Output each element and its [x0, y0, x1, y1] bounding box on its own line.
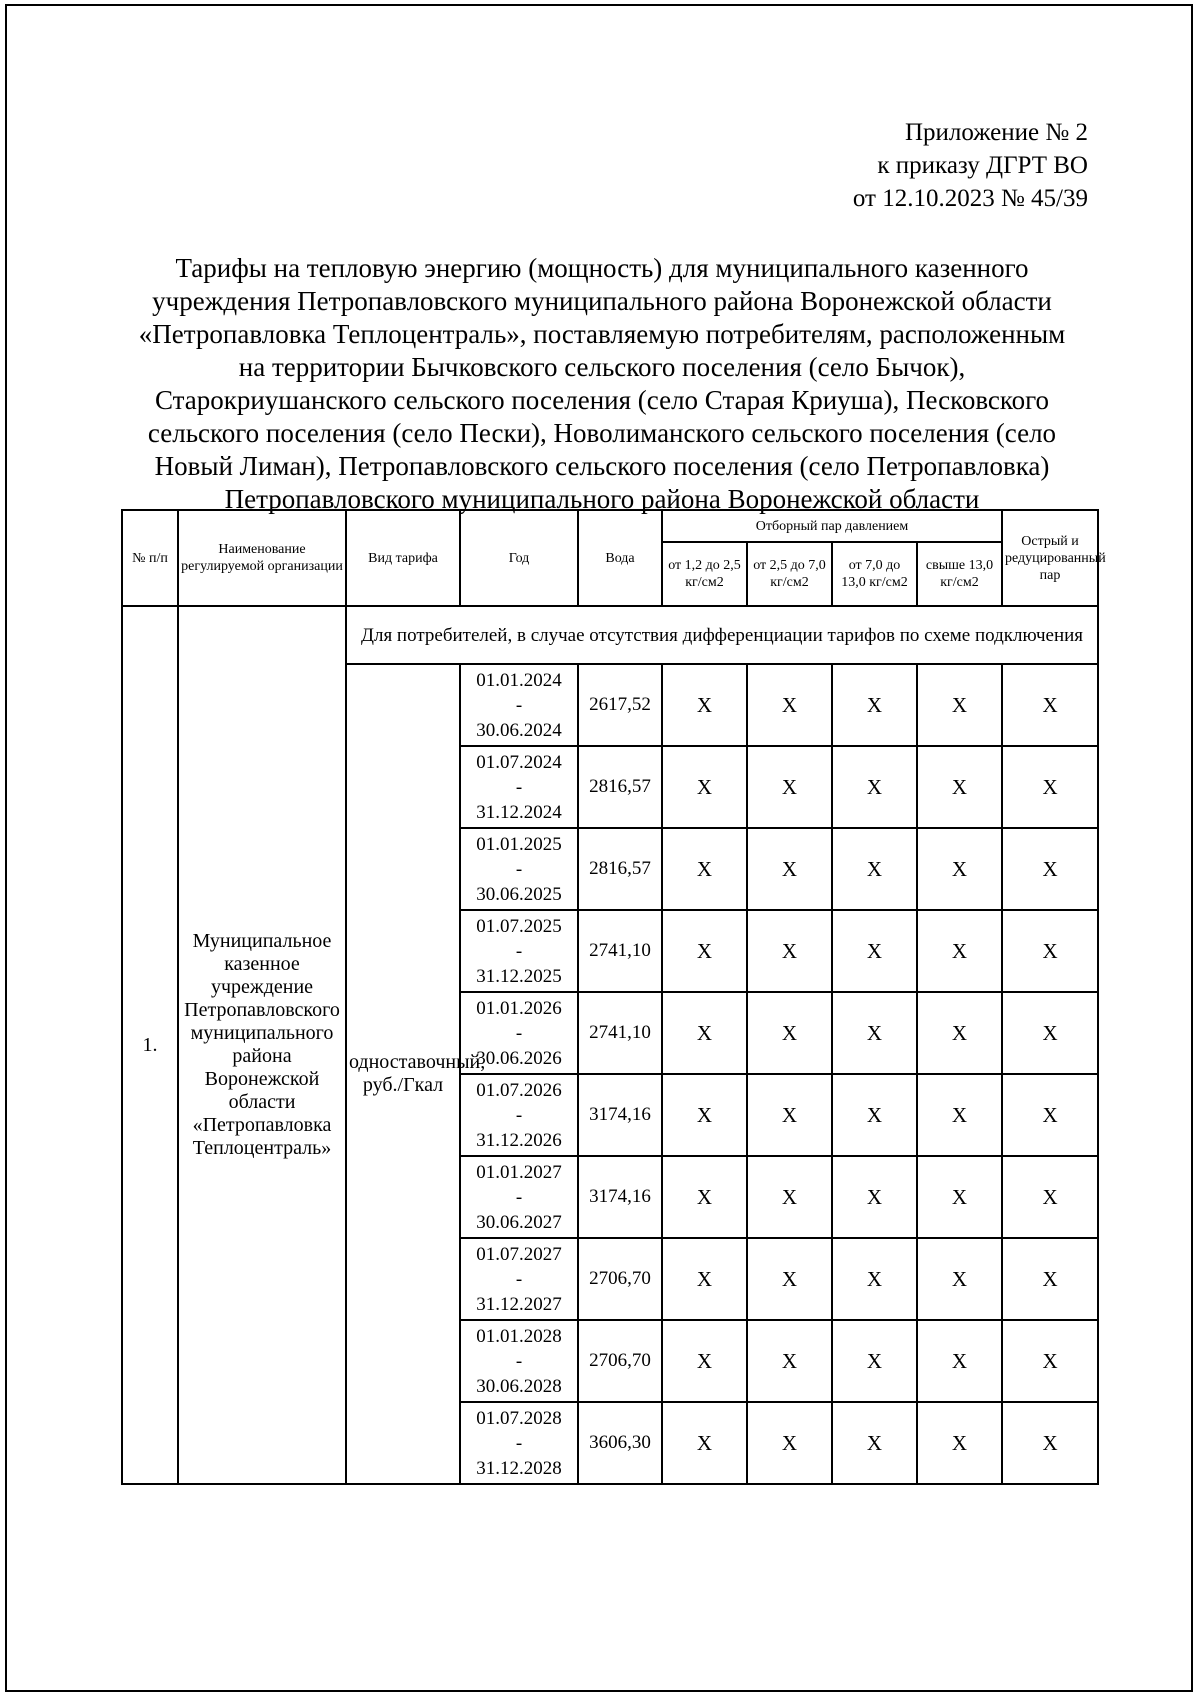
- steam-4-value: X: [917, 746, 1002, 828]
- steam-3-value: X: [832, 664, 917, 746]
- period-to: 30.06.2025: [476, 883, 562, 905]
- water-value: 2706,70: [578, 1238, 662, 1320]
- period-to: 31.12.2027: [476, 1293, 562, 1315]
- steam-1-value: X: [662, 828, 747, 910]
- appendix-order-date: от 12.10.2023 № 45/39: [852, 185, 1088, 212]
- period-from: 01.01.2024: [476, 669, 562, 691]
- period-cell: [460, 1320, 578, 1402]
- title-line: Петропавловского муниципального района Воронежской области: [224, 484, 980, 514]
- water-value: 3174,16: [578, 1074, 662, 1156]
- steam-2-value: X: [747, 1156, 832, 1238]
- water-value: 2816,57: [578, 746, 662, 828]
- period-to: 31.12.2026: [476, 1129, 562, 1151]
- steam-1-value: X: [662, 992, 747, 1074]
- steam-1-value: X: [662, 1156, 747, 1238]
- period-dash: -: [515, 694, 523, 716]
- steam-2-value: X: [747, 1238, 832, 1320]
- period-to: 30.06.2024: [476, 719, 562, 741]
- water-value: 2617,52: [578, 664, 662, 746]
- steam-3-value: X: [832, 746, 917, 828]
- header-steam-3: от 7,0 до 13,0 кг/см2: [832, 542, 917, 606]
- period-dash: -: [515, 940, 523, 962]
- steam-2-value: X: [747, 1074, 832, 1156]
- sharp-steam-value: X: [1002, 664, 1098, 746]
- steam-2-value: X: [747, 992, 832, 1074]
- steam-2-value: X: [747, 1402, 832, 1484]
- period-cell: [460, 828, 578, 910]
- steam-2-value: X: [747, 664, 832, 746]
- period-dash: -: [515, 776, 523, 798]
- sharp-steam-value: X: [1002, 746, 1098, 828]
- title-line: Тарифы на тепловую энергию (мощность) для муниципального казенного: [175, 253, 1029, 283]
- title-line: «Петропавловка Теплоцентраль», поставляемую потребителям, расположенным: [138, 319, 1066, 349]
- period-from: 01.07.2025: [476, 915, 562, 937]
- tariff-table: [121, 509, 1106, 1485]
- period-dash: -: [515, 858, 523, 880]
- period-to: 31.12.2028: [476, 1457, 562, 1479]
- water-value: 3606,30: [578, 1402, 662, 1484]
- period-from: 01.07.2026: [476, 1079, 562, 1101]
- header-sharp-steam: Острый и редуцированный пар: [1002, 510, 1098, 606]
- sharp-steam-value: X: [1002, 992, 1098, 1074]
- steam-1-value: X: [662, 910, 747, 992]
- title-line: учреждения Петропавловского муниципального района Воронежской области: [152, 286, 1052, 316]
- period-dash: -: [515, 1432, 523, 1454]
- period-dash: -: [515, 1268, 523, 1290]
- sharp-steam-value: X: [1002, 1156, 1098, 1238]
- steam-3-value: X: [832, 1402, 917, 1484]
- steam-4-value: X: [917, 828, 1002, 910]
- tariff-type: одноставочный, руб./Гкал: [346, 664, 460, 1484]
- header-year: Год: [460, 510, 578, 606]
- period-from: 01.07.2027: [476, 1243, 562, 1265]
- steam-4-value: X: [917, 1074, 1002, 1156]
- steam-3-value: X: [832, 1238, 917, 1320]
- appendix-header: [853, 116, 1088, 215]
- period-to: 31.12.2024: [476, 801, 562, 823]
- header-type: Вид тарифа: [346, 510, 460, 606]
- water-value: 2706,70: [578, 1320, 662, 1402]
- steam-4-value: X: [917, 1320, 1002, 1402]
- period-to: 31.12.2025: [476, 965, 562, 987]
- period-cell: [460, 910, 578, 992]
- water-value: 3174,16: [578, 1156, 662, 1238]
- sharp-steam-value: X: [1002, 1402, 1098, 1484]
- header-org: Наименование регулируемой организации: [178, 510, 346, 606]
- header-row: [122, 510, 1098, 542]
- steam-3-value: X: [832, 1074, 917, 1156]
- period-from: 01.01.2028: [476, 1325, 562, 1347]
- steam-1-value: X: [662, 1238, 747, 1320]
- period-dash: -: [515, 1104, 523, 1126]
- sharp-steam-value: X: [1002, 910, 1098, 992]
- document-title: [112, 252, 1092, 516]
- steam-2-value: X: [747, 910, 832, 992]
- period-to: 30.06.2026: [476, 1047, 562, 1069]
- header-steam-4: свыше 13,0 кг/см2: [917, 542, 1002, 606]
- period-cell: [460, 1156, 578, 1238]
- steam-2-value: X: [747, 746, 832, 828]
- organization-name: Муниципальное казенное учреждение Петропавловского муниципального района Воронежской области «Петропавловка Теплоцентраль»: [178, 606, 346, 1484]
- period-from: 01.07.2028: [476, 1407, 562, 1429]
- row-number: 1.: [122, 606, 178, 1484]
- period-cell: [460, 746, 578, 828]
- steam-1-value: X: [662, 1402, 747, 1484]
- steam-4-value: X: [917, 664, 1002, 746]
- period-to: 30.06.2027: [476, 1211, 562, 1233]
- period-cell: [460, 992, 578, 1074]
- period-dash: -: [515, 1022, 523, 1044]
- steam-3-value: X: [832, 1156, 917, 1238]
- header-steam-1: от 1,2 до 2,5 кг/см2: [662, 542, 747, 606]
- steam-2-value: X: [747, 828, 832, 910]
- header-num: № п/п: [122, 510, 178, 606]
- appendix-number: Приложение № 2: [904, 119, 1088, 146]
- period-from: 01.07.2024: [476, 751, 562, 773]
- period-from: 01.01.2026: [476, 997, 562, 1019]
- steam-1-value: X: [662, 1074, 747, 1156]
- title-line: Новый Лиман), Петропавловского сельского поселения (село Петропавловка): [154, 451, 1050, 481]
- steam-3-value: X: [832, 828, 917, 910]
- period-cell: [460, 1074, 578, 1156]
- sharp-steam-value: X: [1002, 1074, 1098, 1156]
- title-line: сельского поселения (село Пески), Новолиманского сельского поселения (село: [147, 418, 1057, 448]
- header-water: Вода: [578, 510, 662, 606]
- water-value: 2741,10: [578, 992, 662, 1074]
- section-row: [122, 606, 1098, 664]
- steam-3-value: X: [832, 910, 917, 992]
- steam-4-value: X: [917, 1238, 1002, 1320]
- steam-3-value: X: [832, 1320, 917, 1402]
- period-dash: -: [515, 1186, 523, 1208]
- steam-1-value: X: [662, 1320, 747, 1402]
- steam-2-value: X: [747, 1320, 832, 1402]
- period-from: 01.01.2027: [476, 1161, 562, 1183]
- water-value: 2816,57: [578, 828, 662, 910]
- steam-3-value: X: [832, 992, 917, 1074]
- water-value: 2741,10: [578, 910, 662, 992]
- appendix-order-ref: к приказу ДГРТ ВО: [877, 152, 1088, 179]
- period-from: 01.01.2025: [476, 833, 562, 855]
- steam-1-value: X: [662, 746, 747, 828]
- steam-4-value: X: [917, 1402, 1002, 1484]
- period-dash: -: [515, 1350, 523, 1372]
- period-cell: [460, 664, 578, 746]
- steam-1-value: X: [662, 664, 747, 746]
- header-steam-group: Отборный пар давлением: [662, 510, 1002, 542]
- period-to: 30.06.2028: [476, 1375, 562, 1397]
- steam-4-value: X: [917, 1156, 1002, 1238]
- title-line: на территории Бычковского сельского поселения (село Бычок),: [238, 352, 966, 382]
- steam-4-value: X: [917, 910, 1002, 992]
- sharp-steam-value: X: [1002, 1320, 1098, 1402]
- section-label: Для потребителей, в случае отсутствия дифференциации тарифов по схеме подключения: [346, 606, 1098, 664]
- period-cell: [460, 1238, 578, 1320]
- period-cell: [460, 1402, 578, 1484]
- sharp-steam-value: X: [1002, 828, 1098, 910]
- header-steam-2: от 2,5 до 7,0 кг/см2: [747, 542, 832, 606]
- title-line: Старокриушанского сельского поселения (село Старая Криуша), Песковского: [154, 385, 1050, 415]
- steam-4-value: X: [917, 992, 1002, 1074]
- sharp-steam-value: X: [1002, 1238, 1098, 1320]
